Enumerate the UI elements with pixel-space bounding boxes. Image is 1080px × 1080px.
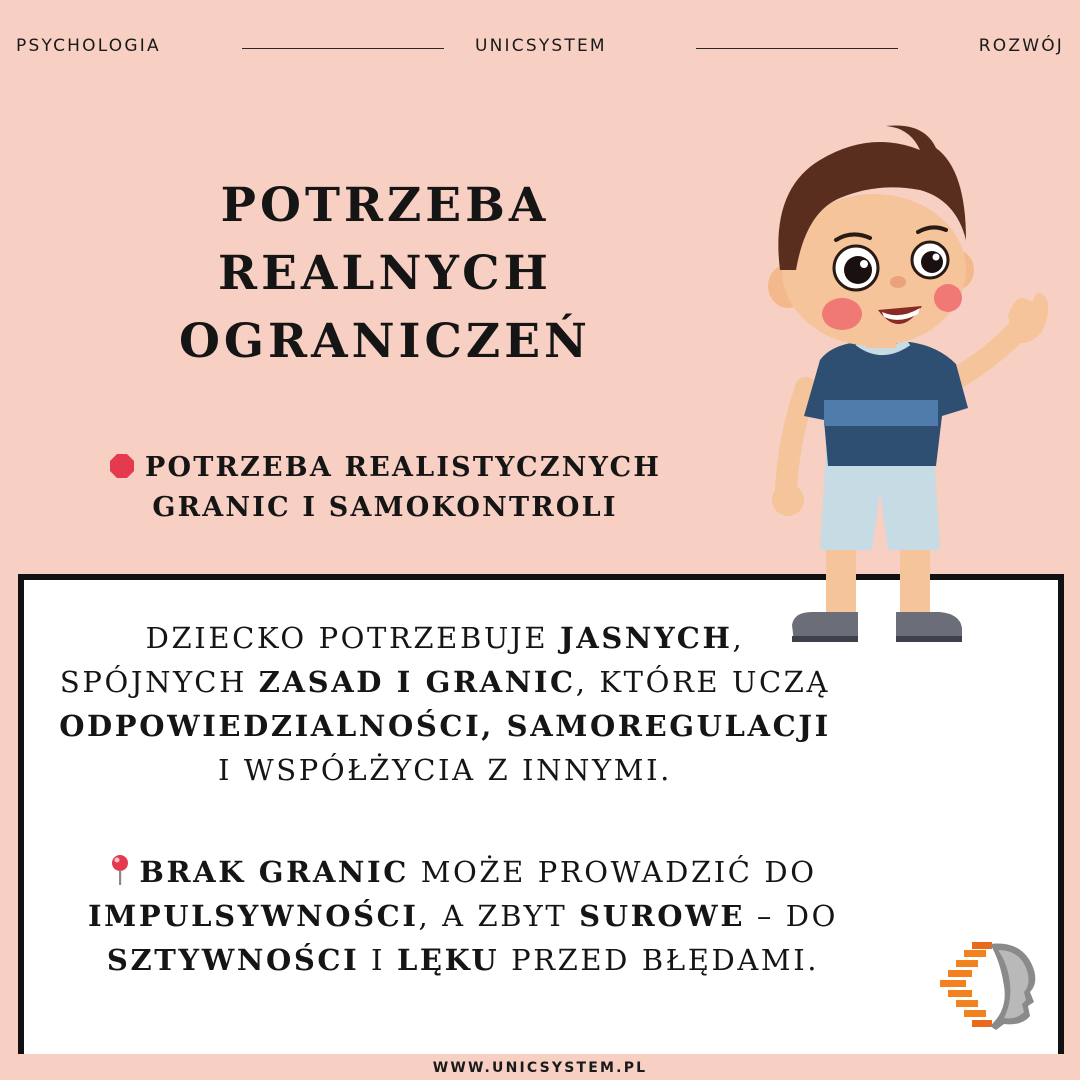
p2-text: , A ZBYT: [418, 899, 580, 933]
p2-bold: SZTYWNOŚCI: [106, 943, 360, 977]
p2-bold: BRAK GRANIC: [139, 855, 409, 889]
pushpin-icon: [109, 854, 131, 886]
p2-text: I: [359, 943, 397, 977]
subtitle-line-1: POTRZEBA REALISTYCZNYCH: [144, 452, 662, 483]
paragraph-rules: [0, 616, 890, 792]
p1-bold: ZASAD I GRANIC: [258, 665, 576, 699]
p1-bold: SAMOREGULACJI: [506, 709, 831, 743]
p2-text: MOŻE PROWADZIĆ DO: [408, 855, 817, 889]
p1-text: , KTÓRE UCZĄ: [575, 665, 831, 699]
title-line-3: OGRANICZEŃ: [178, 314, 592, 369]
title-line-1: POTRZEBA: [220, 178, 550, 233]
header-divider-left: [242, 48, 444, 49]
p1-text: ,: [732, 621, 745, 655]
boy-illustration: [760, 120, 1060, 660]
header-bar: [0, 30, 1080, 64]
header-label-center: UNICSYSTEM: [475, 36, 607, 56]
p1-text: SPÓJNYCH: [59, 665, 259, 699]
header-label-right: ROZWÓJ: [978, 36, 1064, 56]
p2-bold: LĘKU: [396, 943, 500, 977]
stop-sign-icon: [109, 453, 135, 479]
p2-bold: SUROWE: [579, 899, 746, 933]
subtitle: [60, 448, 710, 528]
p1-text: DZIECKO POTRZEBUJE: [145, 621, 560, 655]
title-line-2: REALNYCH: [218, 246, 552, 301]
paragraph-consequences: [28, 850, 898, 982]
p1-text: I WSPÓŁŻYCIA Z INNYMI.: [218, 753, 672, 787]
p2-text: PRZED BŁĘDAMI.: [499, 943, 820, 977]
p2-text: – DO: [745, 899, 839, 933]
page-title: [120, 172, 650, 376]
p1-bold: ,: [481, 709, 507, 743]
header-label-left: PSYCHOLOGIA: [16, 36, 161, 56]
p1-bold: JASNYCH: [559, 621, 733, 655]
footer-url[interactable]: WWW.UNICSYSTEM.PL: [432, 1060, 648, 1076]
subtitle-line-2: GRANIC I SAMOKONTROLI: [152, 492, 618, 523]
p1-bold: ODPOWIEDZIALNOŚCI: [59, 709, 482, 743]
p2-bold: IMPULSYWNOŚCI: [87, 899, 419, 933]
header-divider-right: [696, 48, 898, 49]
unicsystem-logo-icon: [938, 940, 1042, 1032]
